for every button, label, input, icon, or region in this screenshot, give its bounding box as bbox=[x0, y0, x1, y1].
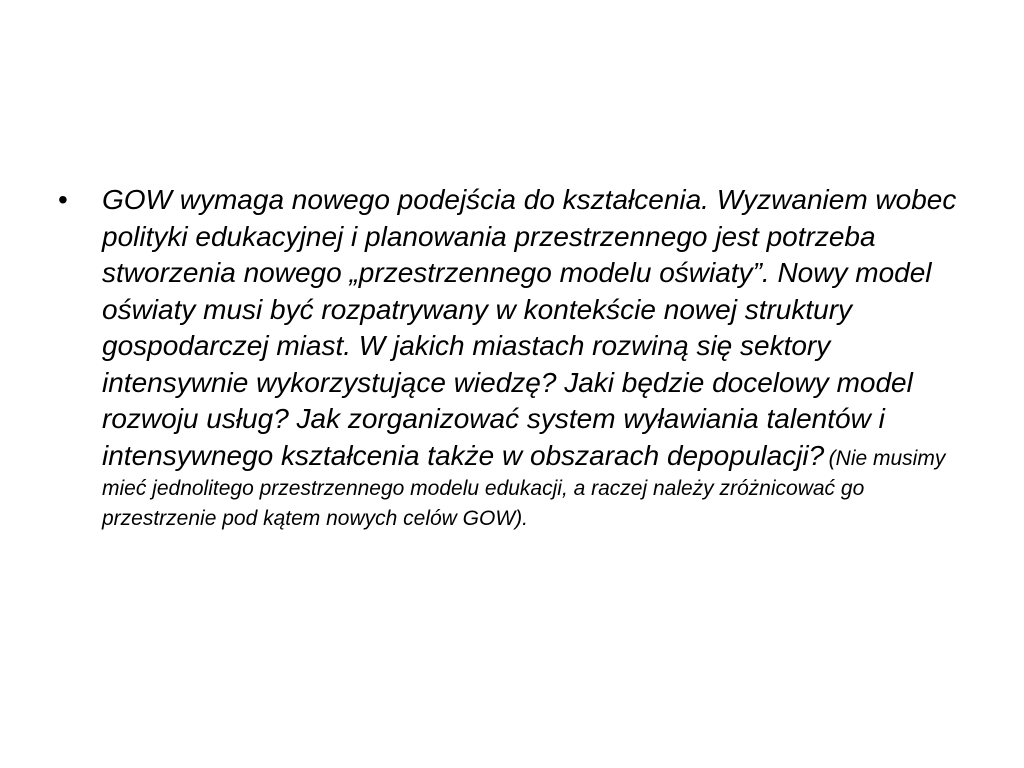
bullet-paragraph bbox=[102, 182, 968, 534]
bullet-item bbox=[58, 182, 968, 534]
bullet-list bbox=[58, 182, 968, 534]
note-text: (Nie musimy mieć jednolitego przestrzennego modelu edukacji, a raczej należy zróżnicować go przestrzenie pod kątem nowych celów GOW). bbox=[102, 446, 946, 530]
main-text: GOW wymaga nowego podejścia do kształcenia. Wyzwaniem wobec polityki edukacyjnej i planowania przestrzennego jest potrzeba stworzenia nowego „przestrzennego modelu oświaty”. Nowy model oświaty musi być rozpatrywany w kontekście nowej struktury gospodarczej miast. W jakich miastach rozwiną się sektory intensywnie wykorzystujące wiedzę? Jaki będzie docelowy model rozwoju usług? Jak zorganizować system wyławiania talentów i intensywnego kształcenia także w obszarach depopulacji? bbox=[102, 184, 957, 471]
bullet-marker: • bbox=[58, 184, 68, 215]
